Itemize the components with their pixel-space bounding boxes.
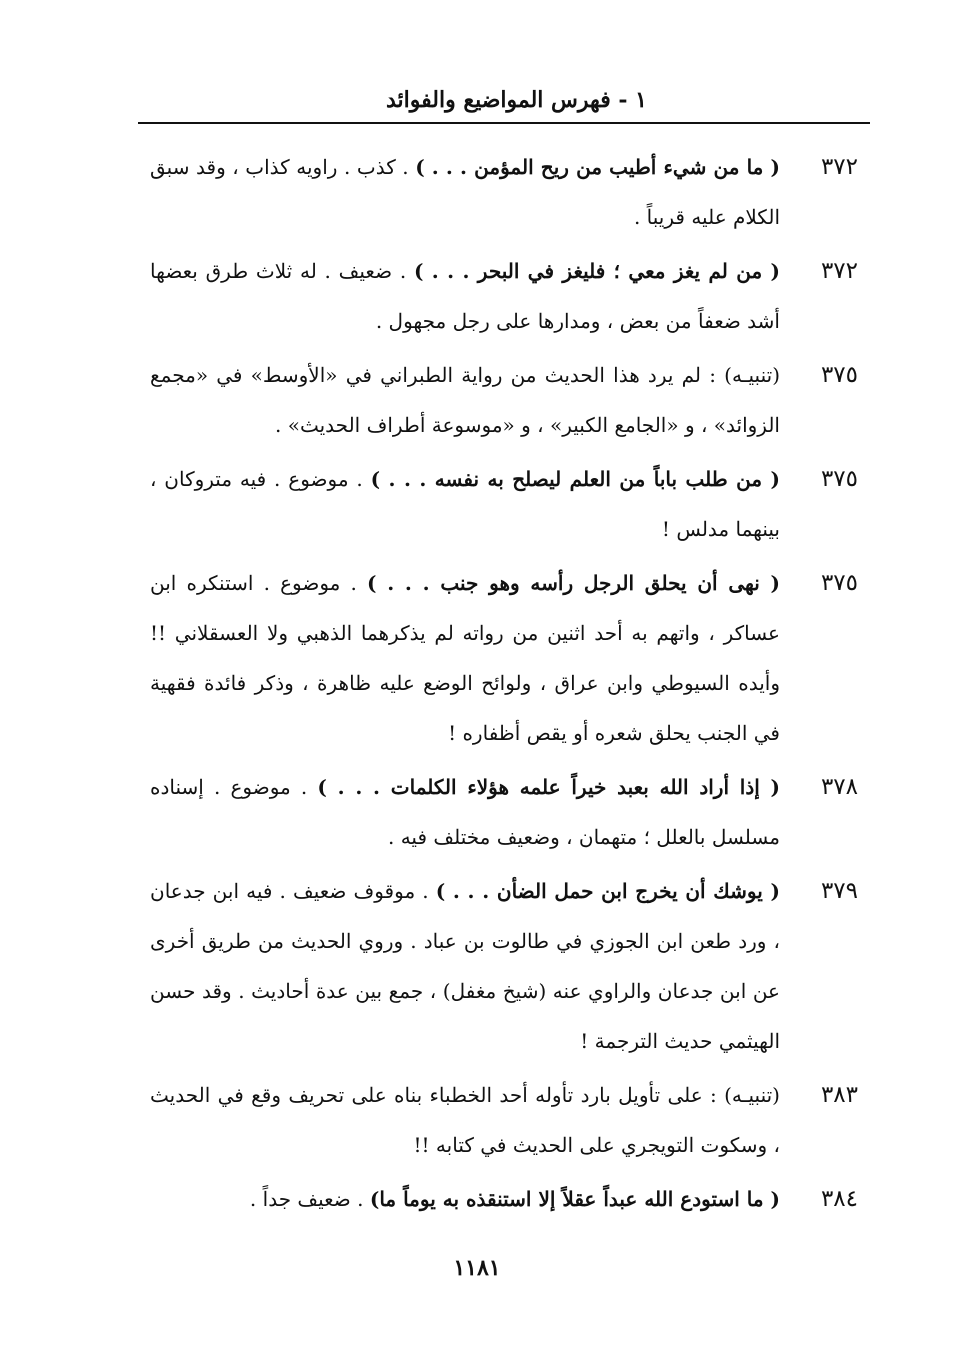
index-entry bbox=[150, 142, 870, 242]
entry-hadith-quote: ( يوشك أن يخرج ابن حمل الضأن . . . ) bbox=[435, 879, 780, 903]
entry-text bbox=[150, 454, 780, 554]
index-entry bbox=[150, 558, 870, 758]
entry-page-number: ٣٧٥ bbox=[820, 466, 858, 492]
index-entry bbox=[150, 350, 870, 450]
entry-text bbox=[150, 1070, 780, 1170]
entry-text bbox=[150, 350, 780, 450]
entry-page-number: ٣٧٥ bbox=[820, 570, 858, 596]
entry-page-number: ٣٧٢ bbox=[820, 258, 858, 284]
entry-text bbox=[150, 246, 780, 346]
entry-comment: (تنبيـه) : على تأويل بارد تأوله أحد الخطباء بناه على تحريف وقع في الحديث ، وسكوت التويجري على الحديث في كتابه !! bbox=[150, 1083, 780, 1157]
entry-page-number: ٣٧٥ bbox=[820, 362, 858, 388]
entry-hadith-quote: ( إذا أراد الله بعبد خيراً علمه هؤلاء الكلمات . . . ) bbox=[317, 775, 780, 799]
entry-comment: . ضعيف . له ثلاث طرق بعضها أشد ضعفاً من بعض ، ومدارها على رجل مجهول . bbox=[150, 259, 780, 333]
entry-page-number: ٣٧٢ bbox=[820, 154, 858, 180]
index-entry bbox=[150, 454, 870, 554]
entry-text bbox=[150, 142, 780, 242]
entry-text bbox=[150, 866, 780, 1066]
index-entry bbox=[150, 1174, 870, 1224]
page-number-footer: ١١٨١ bbox=[453, 1255, 501, 1281]
entry-text bbox=[150, 1174, 780, 1224]
entry-page-number: ٣٧٨ bbox=[820, 774, 858, 800]
entry-page-number: ٣٨٤ bbox=[820, 1186, 858, 1212]
entry-page-number: ٣٧٩ bbox=[820, 878, 858, 904]
entry-text bbox=[150, 558, 780, 758]
entry-hadith-quote: ( ما من شيء أطيب من ريح المؤمن . . . ) bbox=[415, 155, 780, 179]
entry-hadith-quote: ( من طلب باباً من العلم ليصلح به نفسه . . . ) bbox=[370, 467, 780, 491]
entry-comment: . موضوع . فيه متروكان ، بينهما مدلس ! bbox=[150, 467, 780, 541]
index-entry bbox=[150, 246, 870, 346]
entry-hadith-quote: ( ما استودع الله عبداً عقلاً إلا استنقذه به يوماً ما) bbox=[369, 1187, 780, 1211]
entry-hadith-quote: ( نهى أن يحلق الرجل رأسه وهو جنب . . . ) bbox=[367, 571, 780, 595]
entry-comment: . موقوف ضعيف . فيه ابن جدعان ، ورد طعن ابن الجوزي في طالوت بن عباد . وروي الحديث من طريق أخرى عن ابن جدعان والراوي عنه (شيخ مغفل) ، جمع بين عدة أحاديث . وقد حسن الهيثمي حديث الترجمة ! bbox=[150, 879, 780, 1053]
entry-comment: . موضوع . استنكره ابن عساكر ، واتهم به أحد اثنين من رواته لم يذكرهما الذهبي ولا العسقلاني !! وأيده السيوطي وابن عراق ، ولوائح الوضع عليه ظاهرة ، وذكر فائدة فقهية في الجنب يحلق شعره أو يقص أظفاره ! bbox=[150, 571, 780, 745]
page-header-title: ١ - فهرس المواضيع والفوائد bbox=[385, 87, 647, 113]
index-entry bbox=[150, 762, 870, 862]
entry-hadith-quote: ( من لم يغز معي ؛ فليغز في البحر . . . ) bbox=[413, 259, 780, 283]
entry-comment: . ضعيف جداً . bbox=[249, 1187, 370, 1211]
index-entry bbox=[150, 866, 870, 1066]
entry-comment: . موضوع . إسناده مسلسل بالعلل ؛ متهمان ، وضعيف مختلف فيه . bbox=[150, 775, 780, 849]
entry-page-number: ٣٨٣ bbox=[820, 1082, 858, 1108]
entry-comment: (تنبيـه) : لم يرد هذا الحديث من رواية الطبراني في «الأوسط» في «مجمع الزوائد» ، و «الجامع الكبير» ، و «موسوعة أطراف الحديث» . bbox=[150, 363, 780, 437]
index-entries bbox=[150, 142, 870, 1228]
index-entry bbox=[150, 1070, 870, 1170]
header-divider bbox=[138, 122, 870, 124]
entry-comment: . كذب . راويه كذاب ، وقد سبق الكلام عليه قريباً . bbox=[150, 155, 780, 229]
entry-text bbox=[150, 762, 780, 862]
